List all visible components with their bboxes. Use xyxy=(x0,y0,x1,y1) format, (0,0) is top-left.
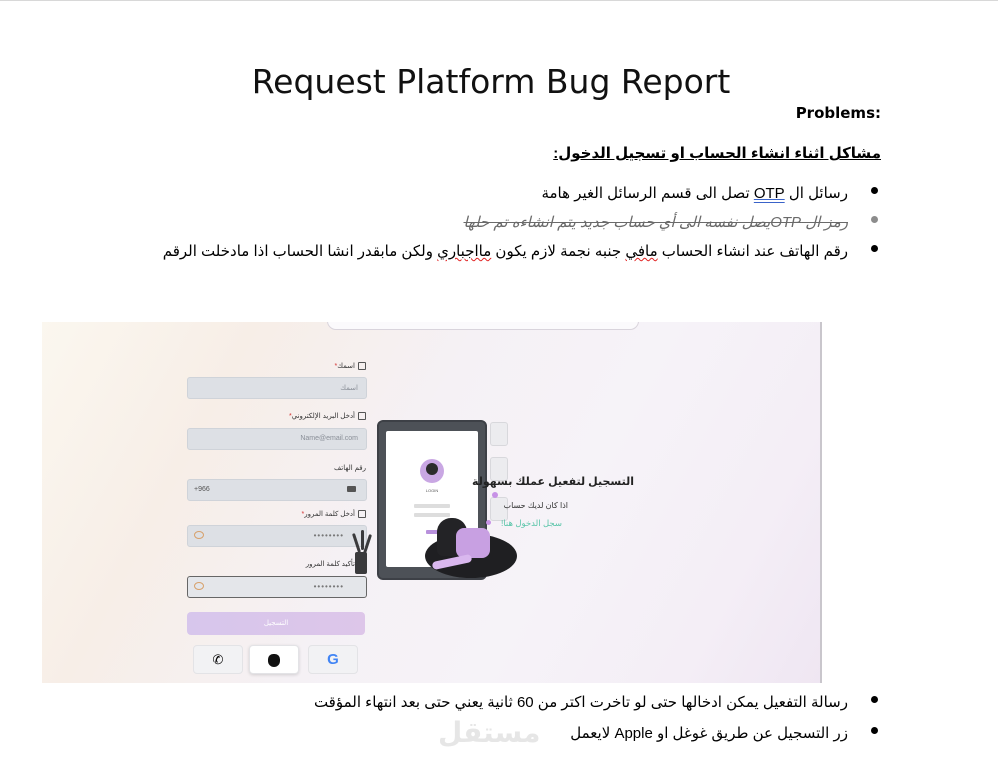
signup-screenshot xyxy=(42,322,822,683)
login-link[interactable]: سجل الدخول هنا! xyxy=(500,518,562,528)
bullet-dot xyxy=(871,245,878,252)
phone-screen-login-text: LOGIN xyxy=(425,488,439,493)
confirm-password-field-label: تأكيد كلمة المرور xyxy=(306,560,366,568)
bullet-text: رسالة التفعيل يمكن ادخالها حتى لو تاخرت اكتر من 60 ثانية يعني حتى بعد انتهاء المؤقت xyxy=(313,694,848,711)
illustration-side-card xyxy=(490,422,508,446)
phone-input[interactable]: +966 xyxy=(187,479,367,501)
eye-icon[interactable] xyxy=(194,531,204,539)
register-button[interactable]: التسجيل xyxy=(187,612,365,635)
bullet-text-marked: مافي xyxy=(625,243,658,260)
bullet-item-phone-required xyxy=(163,242,848,260)
bullet-item-otp-timer xyxy=(314,693,848,711)
bullet-dot xyxy=(871,216,878,223)
bullet-text-struck: رمز ال OTPيصل نفسه الى أي حساب جديد يتم انشاءه تم حلها xyxy=(463,214,848,231)
bullet-text: تصل الى قسم الرسائل الغير هامة xyxy=(541,185,754,202)
password-field-label: أدخل كلمة المرور* xyxy=(299,510,366,518)
lock-icon xyxy=(358,510,366,518)
google-icon: G xyxy=(327,651,339,668)
bullet-dot xyxy=(871,696,878,703)
avatar-illustration xyxy=(420,459,444,483)
bullet-text-marked: مااجباري xyxy=(437,243,492,260)
name-field-label: اسمك* xyxy=(333,362,367,370)
bullet-item-otp-same-resolved xyxy=(463,213,848,231)
eye-icon[interactable] xyxy=(194,582,204,590)
phone-field-label: رقم الهاتف xyxy=(334,465,366,472)
bullet-dot xyxy=(871,727,878,734)
problems-label: Problems: xyxy=(795,104,881,122)
email-field-label: أدخل البريد الإلكتروني* xyxy=(287,412,366,420)
google-signup-button[interactable] xyxy=(308,645,358,674)
phone-signup-button[interactable] xyxy=(193,645,243,674)
watermark: مستقل xyxy=(438,716,541,749)
screenshot-top-bar xyxy=(327,322,639,330)
section-heading: مشاكل اثناء انشاء الحساب او تسجيل الدخول: xyxy=(553,145,881,162)
password-input[interactable]: •••••••• xyxy=(187,525,367,547)
bullet-text: رقم الهاتف عند انشاء الحساب xyxy=(657,243,848,260)
apple-signup-button[interactable] xyxy=(249,645,299,674)
promo-subtitle: اذا كان لديك حساب xyxy=(503,501,568,510)
bullet-item-otp-spam xyxy=(541,184,848,202)
phone-icon: ✆ xyxy=(212,652,224,667)
user-icon xyxy=(358,362,366,370)
email-input[interactable]: Name@email.com xyxy=(187,428,367,450)
bullet-item-social-signup xyxy=(570,724,848,742)
mail-icon xyxy=(358,412,366,420)
promo-title: التسجيل لتفعيل عملك بسهولة xyxy=(472,476,634,488)
bullet-text: رسائل ال xyxy=(784,185,848,202)
bullet-text-otp: OTP xyxy=(753,185,785,202)
bullet-text: ولكن مابقدر انشا الحساب اذا مادخلت الرقم xyxy=(162,243,438,260)
bullet-dot xyxy=(871,187,878,194)
bullet-text: جنبه نجمة لازم يكون xyxy=(491,243,626,260)
plant-illustration xyxy=(352,530,370,576)
confirm-password-input[interactable]: •••••••• xyxy=(187,576,367,598)
apple-icon xyxy=(268,654,280,667)
decor-dot xyxy=(492,492,498,498)
document-title: Request Platform Bug Report xyxy=(251,62,731,102)
name-input[interactable]: اسمك xyxy=(187,377,367,399)
person-illustration-body xyxy=(456,528,490,558)
country-flag-icon[interactable] xyxy=(347,486,356,492)
page-top-border xyxy=(0,0,998,1)
bullet-text: زر التسجيل عن طريق غوغل او Apple لايعمل xyxy=(570,725,848,742)
